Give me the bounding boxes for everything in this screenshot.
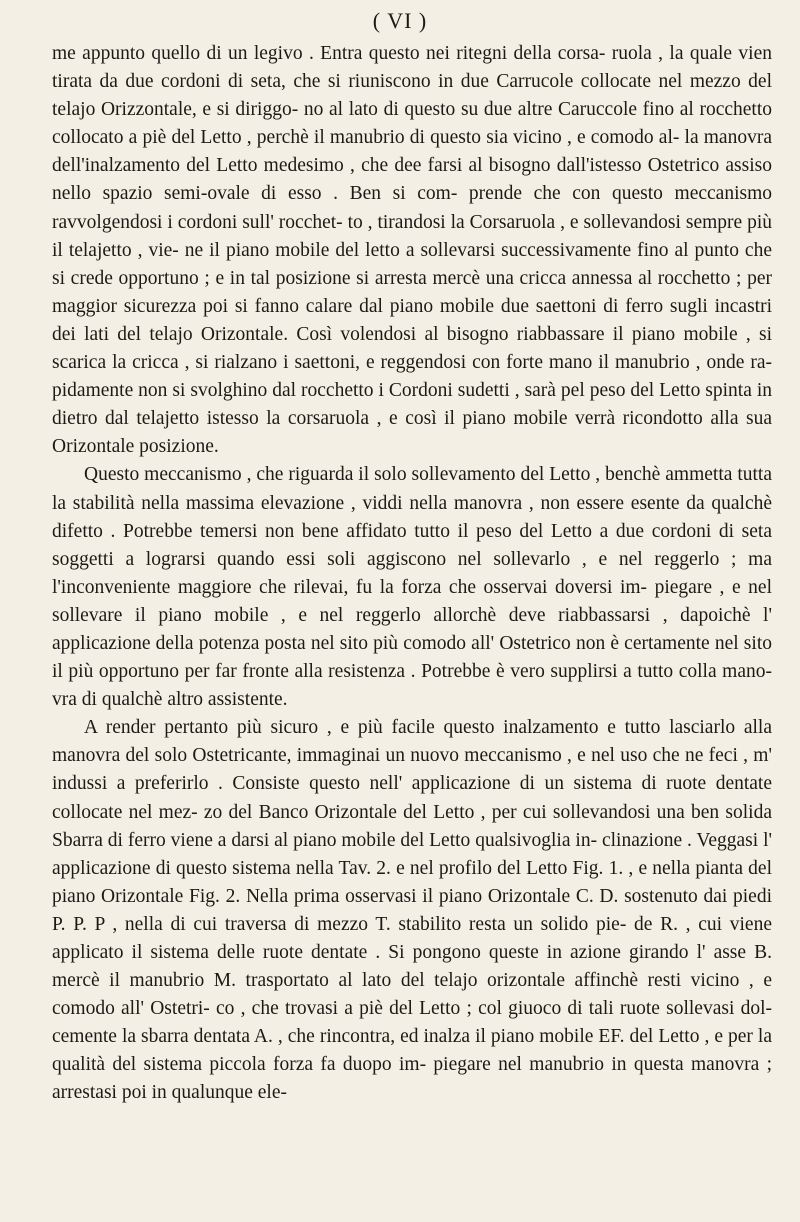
body-text <box>52 40 772 1108</box>
paragraph-1: me appunto quello di un legivo . Entra questo nei ritegni della corsa- ruola , la quale vien tirata da due cordoni di seta, che si riuniscono in due Carrucole collocate nel mezzo del telajo Orizzontale, e si diriggo- no al lato di questo su due altre Caruccole fino al rocchetto collocato a piè del Letto , perchè il manubrio di questo sia vicino , e comodo al- la manovra dell'inalzamento del Letto medesimo , che dee farsi al bisogno dall'istesso Ostetrico assiso nello spazio semi-ovale di esso . Ben si com- prende che con questo meccanismo ravvolgendosi i cordoni sull' rocchet- to , tirandosi la Corsaruola , e sollevandosi sempre più il telajetto , vie- ne il piano mobile del letto a sollevarsi successivamente fino al punto che si crede opportuno ; e in tal posizione si arresta mercè una cricca annessa al rocchetto ; per maggior sicurezza poi si fanno calare dal piano mobile due saettoni di ferro sugli incastri dei lati del telajo Orizontale. Così volendosi al bisogno riabbassare il piano mobile , si scarica la cricca , si rialzano i saettoni, e reggendosi con forte mano il manubrio , onde ra- pidamente non si svolghino dal rocchetto i Cordoni sudetti , sarà pel peso del Letto spinta in dietro dal telajetto istesso la corsaruola , e così il piano mobile verrà ricondotto alla sua Orizontale posizione. <box>52 43 772 458</box>
page-number: ( VI ) <box>372 8 428 33</box>
paragraph-3: A render pertanto più sicuro , e più facile questo inalzamento e tutto lasciarlo alla manovra del solo Ostetricante, immaginai un nuovo meccanismo , e nel uso che ne feci , m' indussi a preferirlo . Consiste questo nell' applicazione di un sistema di ruote dentate collocate nel mez- zo del Banco Orizontale del Letto , per cui sollevandosi una ben solida Sbarra di ferro viene a darsi al piano mobile del Letto qualsivoglia in- clinazione . Veggasi l' applicazione di questo sistema nella Tav. 2. e nel profilo del Letto Fig. 1. , e nella pianta del piano Orizontale Fig. 2. Nella prima osservasi il piano Orizontale C. D. sostenuto dai piedi P. P. P , nella di cui traversa di mezzo T. stabilito resta un solido pie- de R. , cui viene applicato il sistema delle ruote dentate . Si pongono queste in azione girando l' asse B. mercè il manubrio M. trasportato al lato del telajo orizontale affinchè resti vicino , e comodo all' Ostetri- co , che trovasi a piè del Letto ; col giuoco di tali ruote sollevasi dol- cemente la sbarra dentata A. , che rincontra, ed inalza il piano mobile EF. del Letto , e per la qualità del sistema piccola forza fa duopo im- piegare nel manubrio in questa manovra ; arrestasi poi in qualunque ele- <box>52 717 772 1104</box>
paragraph-2: Questo meccanismo , che riguarda il solo sollevamento del Letto , benchè ammetta tutta la stabilità nella massima elevazione , viddi nella manovra , non essere esente da qualchè difetto . Potrebbe temersi non bene affidato tutto il peso del Letto a due cordoni di seta soggetti a lograrsi quando essi soli aggiscono nel sollevarlo , e nel reggerlo ; ma l'inconveniente maggiore che rilevai, fu la forza che osservai doversi im- piegare , e nel sollevare il piano mobile , e nel reggerlo allorchè deve riabbassarsi , dapoichè l' applicazione della potenza posta nel sito più comodo all' Ostetrico non è certamente nel sito il più opportuno per far fronte alla resistenza . Potrebbe è vero supplirsi a tutto colla mano- vra di qualchè altro assistente. <box>52 464 772 711</box>
